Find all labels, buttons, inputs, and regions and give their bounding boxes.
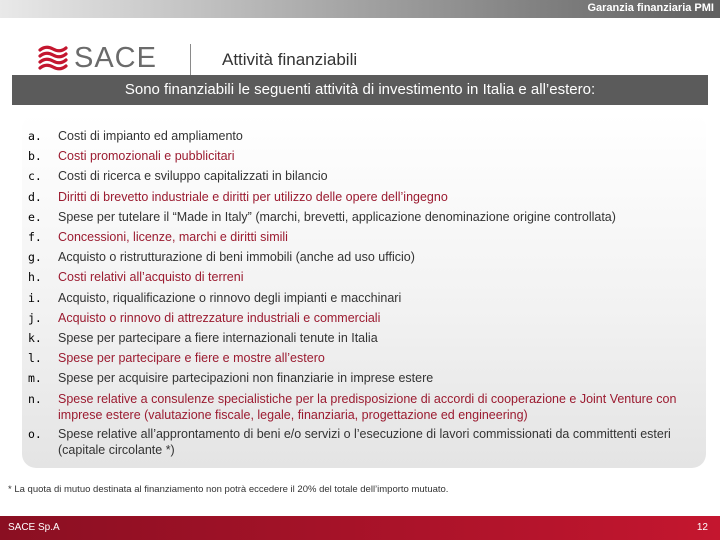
list-item-text: Spese per partecipare a fiere internazionali tenute in Italia bbox=[58, 331, 378, 346]
list-item-text: Concessioni, licenze, marchi e diritti simili bbox=[58, 230, 288, 245]
list-item-marker: b. bbox=[28, 149, 42, 164]
list-item-text: Costi promozionali e pubblicitari bbox=[58, 149, 235, 164]
list-item bbox=[28, 126, 720, 146]
list-item-text: Acquisto o ristrutturazione di beni immobili (anche ad uso ufficio) bbox=[58, 250, 415, 265]
list-item bbox=[28, 368, 720, 388]
list-item bbox=[28, 424, 720, 459]
list-item bbox=[28, 267, 720, 287]
list-item-marker: j. bbox=[28, 310, 42, 325]
list-item bbox=[28, 227, 720, 247]
intro-banner: Sono finanziabili le seguenti attività di investimento in Italia e all’estero: bbox=[12, 75, 708, 105]
financeable-activities-list bbox=[28, 126, 720, 459]
list-item bbox=[28, 308, 720, 328]
list-item-text: Spese relative a consulenze specialistiche per la predisposizione di accordi di cooperazione e Joint Venture con imprese estere (valutazione fiscale, legale, finanziaria, progettazione ed engineering) bbox=[58, 391, 677, 423]
list-item-marker: a. bbox=[28, 129, 42, 143]
list-item-marker: n. bbox=[28, 391, 42, 406]
footnote: * La quota di mutuo destinata al finanziamento non potrà eccedere il 20% del totale dell’importo mutuato. bbox=[8, 484, 449, 495]
top-bar bbox=[0, 0, 720, 18]
list-item-text: Spese relative all’approntamento di beni e/o servizi o l’esecuzione di lavori commissionati da committenti esteri (capitale circolante *) bbox=[58, 426, 671, 458]
list-item bbox=[28, 247, 720, 267]
list-item-text: Acquisto o rinnovo di attrezzature industriali e commerciali bbox=[58, 310, 381, 325]
presentation-title: Garanzia finanziaria PMI bbox=[587, 2, 714, 14]
list-item-text: Spese per acquisire partecipazioni non finanziarie in imprese estere bbox=[58, 371, 434, 386]
list-item-marker: e. bbox=[28, 209, 42, 224]
list-item bbox=[28, 348, 720, 368]
logo-text: SACE bbox=[74, 41, 157, 74]
list-item-text: Costi di ricerca e sviluppo capitalizzati in bilancio bbox=[58, 169, 328, 184]
list-item bbox=[28, 389, 720, 424]
list-item-marker: g. bbox=[28, 250, 42, 265]
list-item bbox=[28, 146, 720, 166]
list-item-text: Spese per tutelare il “Made in Italy” (marchi, brevetti, applicazione denominazione origine controllata) bbox=[58, 209, 616, 224]
footer-company: SACE Sp.A bbox=[8, 522, 60, 533]
list-item-marker: d. bbox=[28, 189, 42, 204]
list-item-text: Diritti di brevetto industriale e diritti per utilizzo delle opere dell’ingegno bbox=[58, 189, 448, 204]
list-item-text: Spese per partecipare e fiere e mostre all’estero bbox=[58, 351, 325, 366]
list-item-text: Costi relativi all’acquisto di terreni bbox=[58, 270, 244, 285]
list-item-marker: h. bbox=[28, 270, 42, 285]
header-divider bbox=[190, 44, 191, 76]
footer-bar bbox=[0, 516, 720, 540]
list-item-marker: k. bbox=[28, 331, 42, 346]
list-item-marker: o. bbox=[28, 426, 42, 441]
sace-logo bbox=[38, 42, 157, 74]
sace-wave-logo-icon bbox=[38, 45, 68, 71]
page-number: 12 bbox=[696, 522, 708, 533]
list-item-marker: m. bbox=[28, 371, 42, 386]
list-item-marker: c. bbox=[28, 169, 42, 184]
list-item-marker: f. bbox=[28, 230, 42, 245]
list-item bbox=[28, 288, 720, 308]
list-item bbox=[28, 187, 720, 207]
page-title: Attività finanziabili bbox=[222, 50, 358, 69]
list-item-text: Acquisto, riqualificazione o rinnovo degli impianti e macchinari bbox=[58, 290, 402, 305]
list-item-marker: l. bbox=[28, 351, 42, 366]
list-item-marker: i. bbox=[28, 290, 42, 305]
list-item bbox=[28, 207, 720, 227]
list-item bbox=[28, 166, 720, 186]
list-item-text: Costi di impianto ed ampliamento bbox=[58, 129, 243, 143]
list-item bbox=[28, 328, 720, 348]
